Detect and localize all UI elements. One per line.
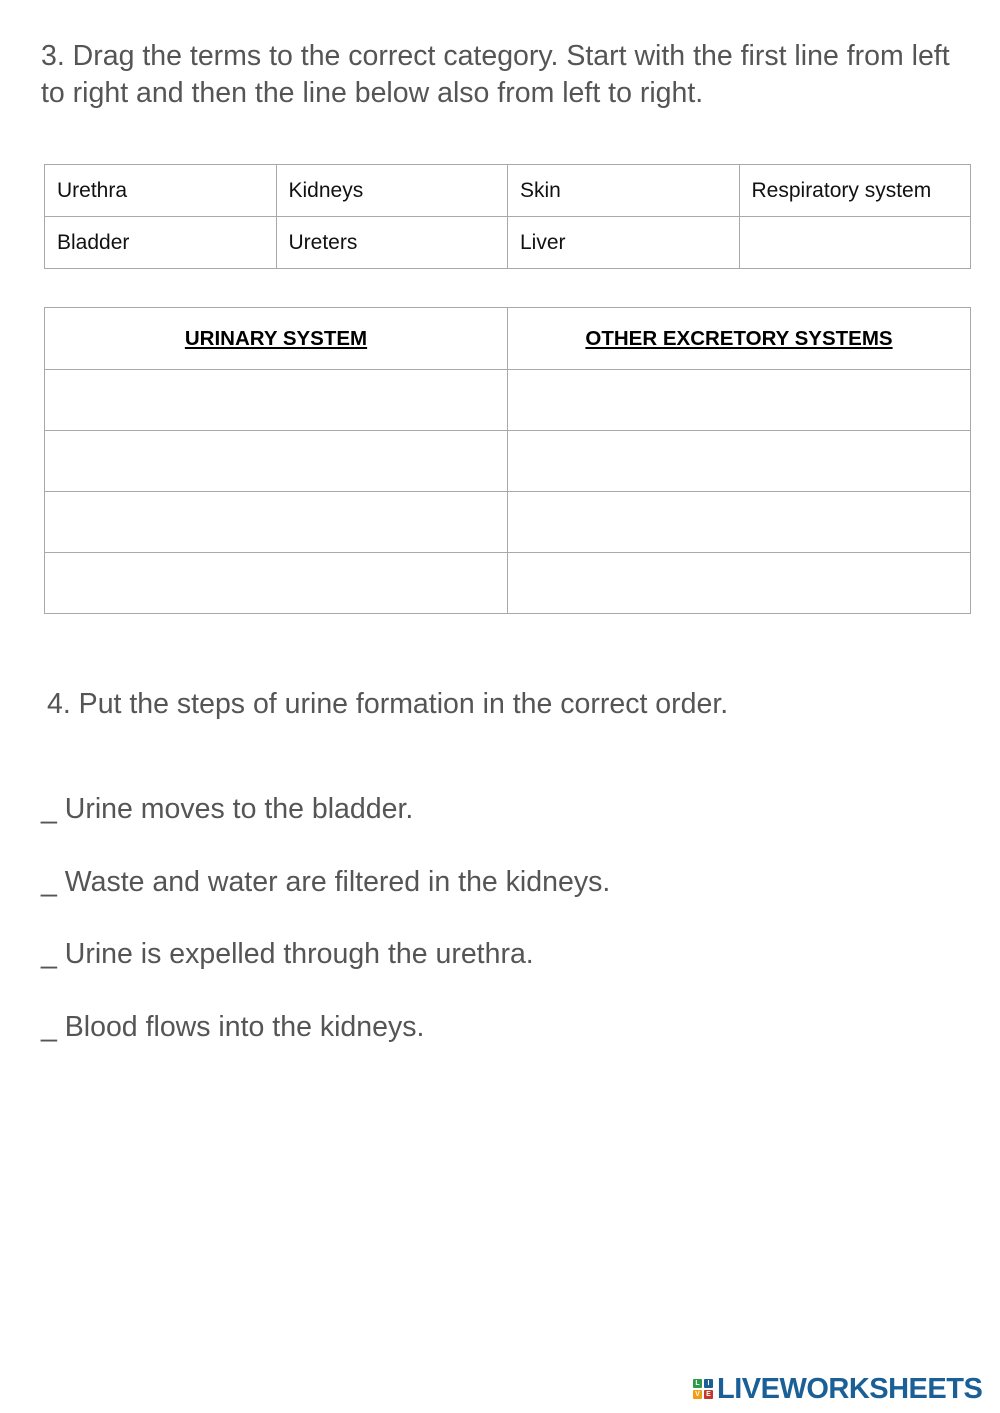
drop-row [45, 553, 971, 614]
terms-row [45, 165, 971, 217]
term-cell[interactable]: Skin [508, 165, 740, 217]
urinary-drop-zone[interactable] [45, 492, 508, 553]
categories-header-row [45, 308, 971, 370]
liveworksheets-logo-icon [693, 1379, 713, 1399]
urinary-system-header: URINARY SYSTEM [45, 308, 508, 370]
terms-table [44, 164, 971, 269]
other-excretory-drop-zone[interactable] [508, 431, 971, 492]
liveworksheets-logo [693, 1374, 982, 1404]
step-item: _ Urine moves to the bladder. [41, 793, 414, 825]
logo-mark-tile: L [693, 1379, 702, 1388]
drop-row [45, 492, 971, 553]
logo-mark-tile: V [693, 1390, 702, 1399]
logo-mark-tile: E [704, 1390, 713, 1399]
term-cell[interactable]: Respiratory system [739, 165, 971, 217]
term-cell[interactable]: Urethra [45, 165, 277, 217]
term-cell[interactable]: Kidneys [276, 165, 508, 217]
other-excretory-drop-zone[interactable] [508, 370, 971, 431]
urinary-drop-zone[interactable] [45, 370, 508, 431]
logo-text: LIVEWORKSHEETS [717, 1372, 983, 1405]
drop-row [45, 431, 971, 492]
question-4-instruction: 4. Put the steps of urine formation in the correct order. [47, 688, 729, 720]
other-excretory-drop-zone[interactable] [508, 492, 971, 553]
urinary-drop-zone[interactable] [45, 431, 508, 492]
step-item: _ Urine is expelled through the urethra. [41, 938, 534, 970]
term-cell[interactable]: Bladder [45, 217, 277, 269]
urinary-drop-zone[interactable] [45, 553, 508, 614]
terms-row [45, 217, 971, 269]
step-item: _ Waste and water are filtered in the kidneys. [41, 865, 611, 898]
other-excretory-drop-zone[interactable] [508, 553, 971, 614]
other-excretory-systems-header: OTHER EXCRETORY SYSTEMS [508, 308, 971, 370]
urine-formation-steps [41, 792, 610, 1082]
term-cell[interactable]: Ureters [276, 217, 508, 269]
categories-table [44, 307, 971, 614]
drop-row [45, 370, 971, 431]
term-cell-empty [739, 217, 971, 269]
term-cell[interactable]: Liver [508, 217, 740, 269]
logo-mark-tile: I [704, 1379, 713, 1388]
step-item: _ Blood flows into the kidneys. [41, 1010, 425, 1043]
question-3-instruction: 3. Drag the terms to the correct category. Start with the first line from left to right and then the line below also from left to right. [41, 40, 950, 109]
